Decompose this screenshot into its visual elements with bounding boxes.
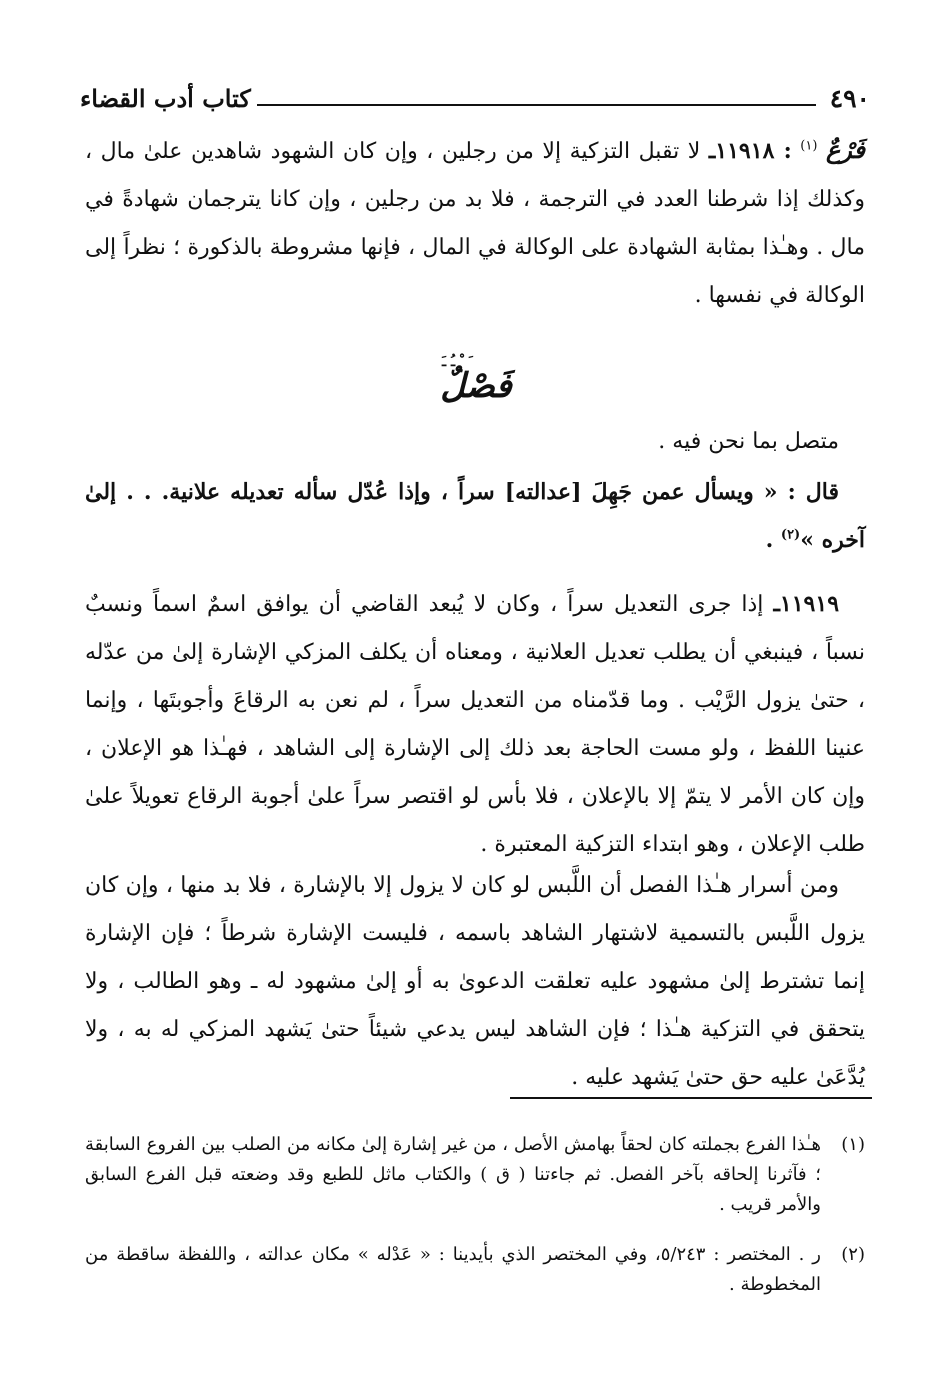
quoted-text	[85, 468, 865, 564]
issue-number-11919: ١١٩١٩ـ	[773, 591, 840, 617]
footnote-1	[85, 1130, 865, 1220]
quoted-text-body: قال : « ويسأل عمن جَهِلَ [عدالته] سراً ، وإذا عُدّل سأله تعديله علانية. . . إلىٰ آخره »	[85, 479, 865, 553]
paragraph-far	[85, 126, 865, 320]
footnote-text: ر . المختصر : ٥/٢٤٣، وفي المختصر الذي بأيدينا : « عَدْله » مكان عدالته ، واللفظة ساقطة من المخطوطة .	[85, 1244, 821, 1295]
section-intro-text: متصل بما نحن فيه .	[658, 429, 839, 454]
section-intro	[85, 418, 865, 466]
paragraph-11919-text: إذا جرى التعديل سراً ، وكان لا يُبعد القاضي أن يوافق اسمٌ اسماً ونسبٌ نسباً ، فينبغي أن يطلب تعديل العلانية ، ومعناه أن يكلف المزكي الإشارة إلىٰ من عدّله ، حتىٰ يزول الرَّيْب . وما قدّمناه من التعديل سراً ، لم نعن به الرقاعَ وأجوبتَها ، وإنما عنينا اللفظ ، ولو مست الحاجة بعد ذلك إلى الإشارة إلى الشاهد ، فهـٰذا هو الإعلان ، وإن كان الأمر لا يتمّ إلا بالإعلان ، فلا بأس لو اقتصر سراً علىٰ أجوبة الرقاع تعويلاً علىٰ طلب الإعلان ، وهو ابتداء التزكية المعتبرة .	[85, 592, 865, 857]
paragraph-asrar	[85, 862, 865, 1102]
footnote-number: (٢)	[841, 1244, 865, 1265]
footnote-2	[85, 1240, 865, 1300]
quoted-text-end: .	[765, 527, 781, 553]
page-number: ٤٩٠	[829, 84, 870, 113]
far-label: فَرْعٌ	[825, 135, 866, 164]
footnote-ref-1: (١)	[800, 138, 818, 154]
paragraph-asrar-text: ومن أسرار هـٰذا الفصل أن اللَّبس لو كان لا يزول إلا بالإشارة ، فلا بد منها ، وإن كان يزول اللَّبس بالتسمية لاشتهار الشاهد باسمه ، فليست الإشارة شرطاً ؛ فإن الإشارة إنما تشترط إلىٰ مشهود عليه تعلقت الدعوىٰ به أو إلىٰ مشهود له ـ وهو الطالب ، ولا يتحقق في التزكية هـٰذا ؛ فإن الشاهد ليس يدعي شيئاً حتىٰ يَشهد المزكي له به ، ولا يُدَّعَىٰ عليه حق حتىٰ يَشهد عليه .	[85, 873, 865, 1090]
paragraph-text: لا تقبل التزكية إلا من رجلين ، وإن كان الشهود شاهدين علىٰ مال ، وكذلك إذا شرطنا العدد في الترجمة ، فلا بد من رجلين ، وإن كانا يترجمان شهادةً في مال . وهـٰذا بمثابة الشهادة على الوكالة في المال ، فإنها مشروطة بالذكورة ؛ نظراً إلى الوكالة في نفسها .	[85, 139, 865, 308]
section-heading	[376, 356, 576, 416]
footnote-number: (١)	[841, 1134, 865, 1155]
running-header	[80, 78, 870, 114]
book-title: كتاب أدب القضاء	[80, 84, 251, 113]
section-title: فَصْلٌ	[440, 366, 512, 406]
footnote-separator	[510, 1097, 872, 1099]
heading-ornament: ﹶ ﹾ ﹹ ﹷ	[442, 354, 474, 370]
issue-number: : ١١٩١٨ـ	[708, 138, 792, 164]
footnote-ref-2: (٢)	[780, 527, 801, 543]
footnote-text: هـٰذا الفرع بجملته كان لحقاً بهامش الأصل ، من غير إشارة إلىٰ مكانه من الصلب بين الفروع السابقة ؛ فآثرنا إلحاقه بآخر الفصل. ثم جاءتنا ( ق ) والكتاب ماثل للطبع وقد وضعته قبل الفرع السابق والأمر قريب .	[85, 1134, 821, 1215]
paragraph-11919	[85, 580, 865, 869]
header-rule	[257, 104, 816, 106]
